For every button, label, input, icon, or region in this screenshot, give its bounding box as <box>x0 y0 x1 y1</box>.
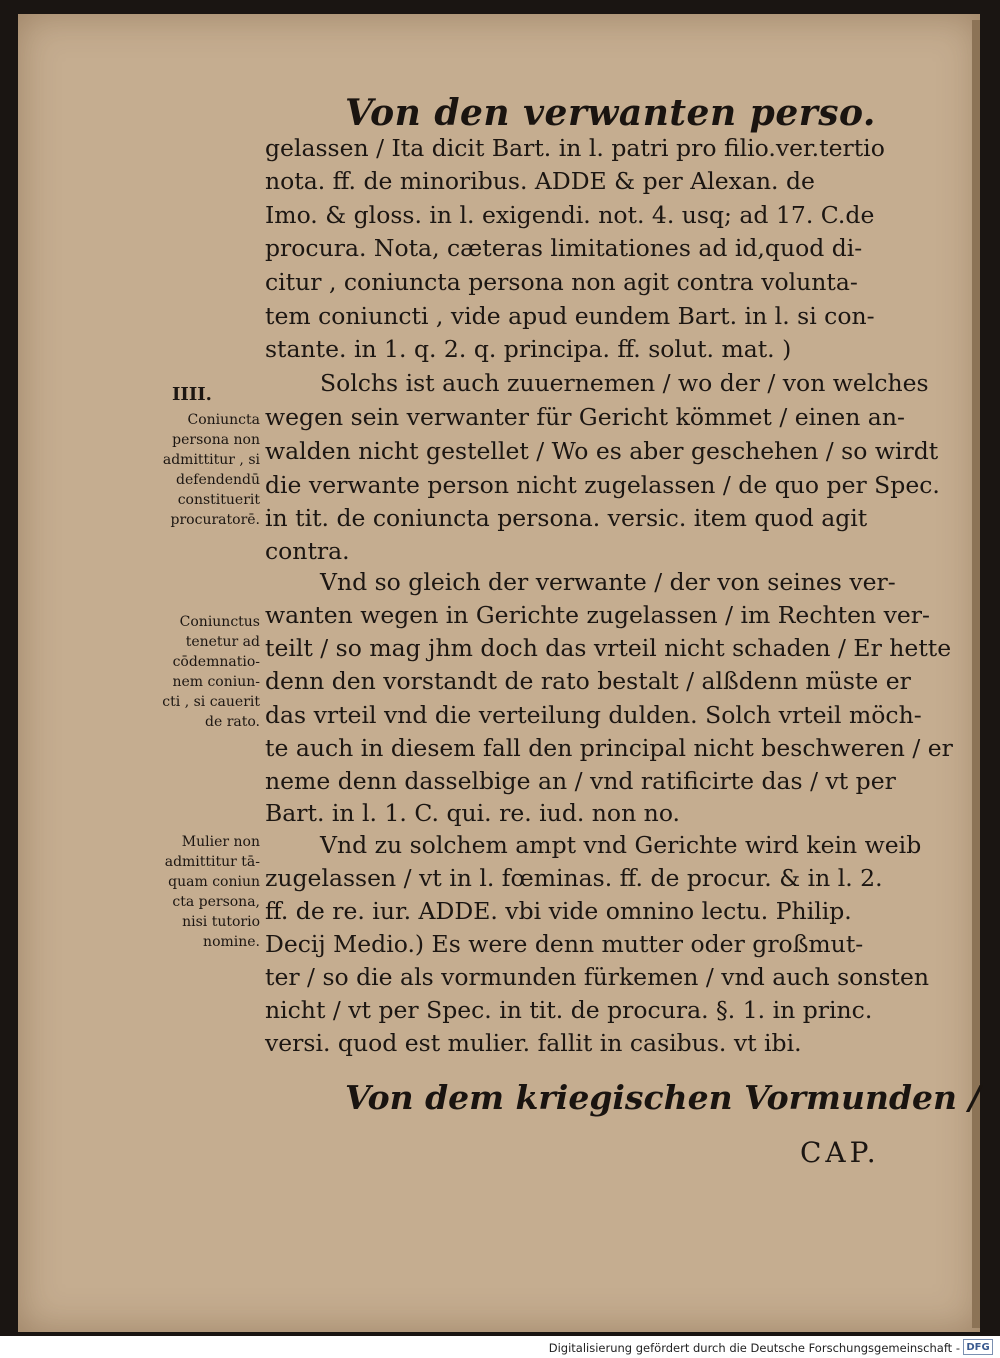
margin-note-line: cta persona, <box>172 894 260 910</box>
margin-note-line: nomine. <box>203 934 260 950</box>
text-line: teilt / so mag jhm doch das vrteil nicht schaden / Er hette <box>265 634 952 662</box>
margin-note-line: Mulier non <box>181 834 260 850</box>
margin-note-line: admittitur , si <box>162 452 260 468</box>
text-line: denn den vorstandt de rato bestalt / alßdenn müste er <box>265 667 911 695</box>
text-line: nicht / vt per Spec. in tit. de procura. §. 1. in princ. <box>265 996 873 1024</box>
margin-note-line: defendendū <box>176 472 260 488</box>
text-line: zugelassen / vt in l. fœminas. ff. de procur. & in l. 2. <box>265 864 883 892</box>
text-line: citur , coniuncta persona non agit contra volunta- <box>265 268 858 296</box>
margin-note-line: de rato. <box>205 714 260 730</box>
text-line: das vrteil vnd die verteilung dulden. Solch vrteil möch- <box>265 701 922 729</box>
page-edge <box>972 20 980 1328</box>
margin-note-line: nisi tutorio <box>182 914 260 930</box>
text-line: in tit. de coniuncta persona. versic. item quod agit <box>265 504 868 532</box>
footer-credit: Digitalisierung gefördert durch die Deutsche Forschungsgemeinschaft - <box>548 1341 960 1355</box>
text-line: neme denn dasselbige an / vnd ratificirte das / vt per <box>265 767 896 795</box>
text-line: Bart. in l. 1. C. qui. re. iud. non no. <box>265 799 681 827</box>
text-line: nota. ff. de minoribus. ADDE & per Alexan. de <box>265 167 815 195</box>
section-number: IIII. <box>172 384 212 405</box>
margin-note-line: Coniunctus <box>179 614 260 630</box>
text-line: procura. Nota, cæteras limitationes ad id,quod di- <box>265 234 863 262</box>
margin-note-line: Coniuncta <box>187 412 260 428</box>
margin-note-line: persona non <box>172 432 260 448</box>
margin-note-line: procuratorē. <box>170 512 260 528</box>
text-line: wanten wegen in Gerichte zugelassen / im Rechten ver- <box>265 601 930 629</box>
margin-note-line: cōdemnatio- <box>172 654 260 670</box>
margin-note-line: admittitur tā- <box>164 854 260 870</box>
text-line: te auch in diesem fall den principal nicht beschweren / er <box>265 734 953 762</box>
text-line: ff. de re. iur. ADDE. vbi vide omnino lectu. Philip. <box>265 897 852 925</box>
text-line: Solchs ist auch zuuernemen / wo der / von welches <box>320 369 929 397</box>
text-line: tem coniuncti , vide apud eundem Bart. in l. si con- <box>265 302 875 330</box>
text-line: Imo. & gloss. in l. exigendi. not. 4. usq; ad 17. C.de <box>265 201 875 229</box>
running-head: Von den verwanten perso. <box>345 92 876 134</box>
margin-note-line: cti , si cauerit <box>162 694 260 710</box>
chapter-heading: Von dem kriegischen Vormunden / <box>345 1078 981 1117</box>
margin-note-line: quam coniun <box>168 874 260 890</box>
text-line: die verwante person nicht zugelassen / de quo per Spec. <box>265 471 940 499</box>
text-line: versi. quod est mulier. fallit in casibus. vt ibi. <box>265 1029 802 1057</box>
text-line: Vnd zu solchem ampt vnd Gerichte wird kein weib <box>320 831 922 859</box>
text-line: Vnd so gleich der verwante / der von seines ver- <box>320 568 896 596</box>
catchword: CAP. <box>800 1136 880 1169</box>
text-line: stante. in 1. q. 2. q. principa. ff. solut. mat. ) <box>265 335 792 363</box>
text-line: ter / so die als vormunden fürkemen / vnd auch sonsten <box>265 963 930 991</box>
text-line: gelassen / Ita dicit Bart. in l. patri pro filio.ver.tertio <box>265 134 885 162</box>
text-line: walden nicht gestellet / Wo es aber geschehen / so wirdt <box>265 437 939 465</box>
text-line: wegen sein verwanter für Gericht kömmet / einen an- <box>265 403 905 431</box>
margin-note-line: constituerit <box>177 492 260 508</box>
text-line: contra. <box>265 537 350 565</box>
margin-note-line: nem coniun- <box>172 674 260 690</box>
text-line: Decij Medio.) Es were denn mutter oder großmut- <box>265 930 864 958</box>
margin-note-line: tenetur ad <box>185 634 260 650</box>
dfg-logo: DFG <box>963 1339 993 1355</box>
